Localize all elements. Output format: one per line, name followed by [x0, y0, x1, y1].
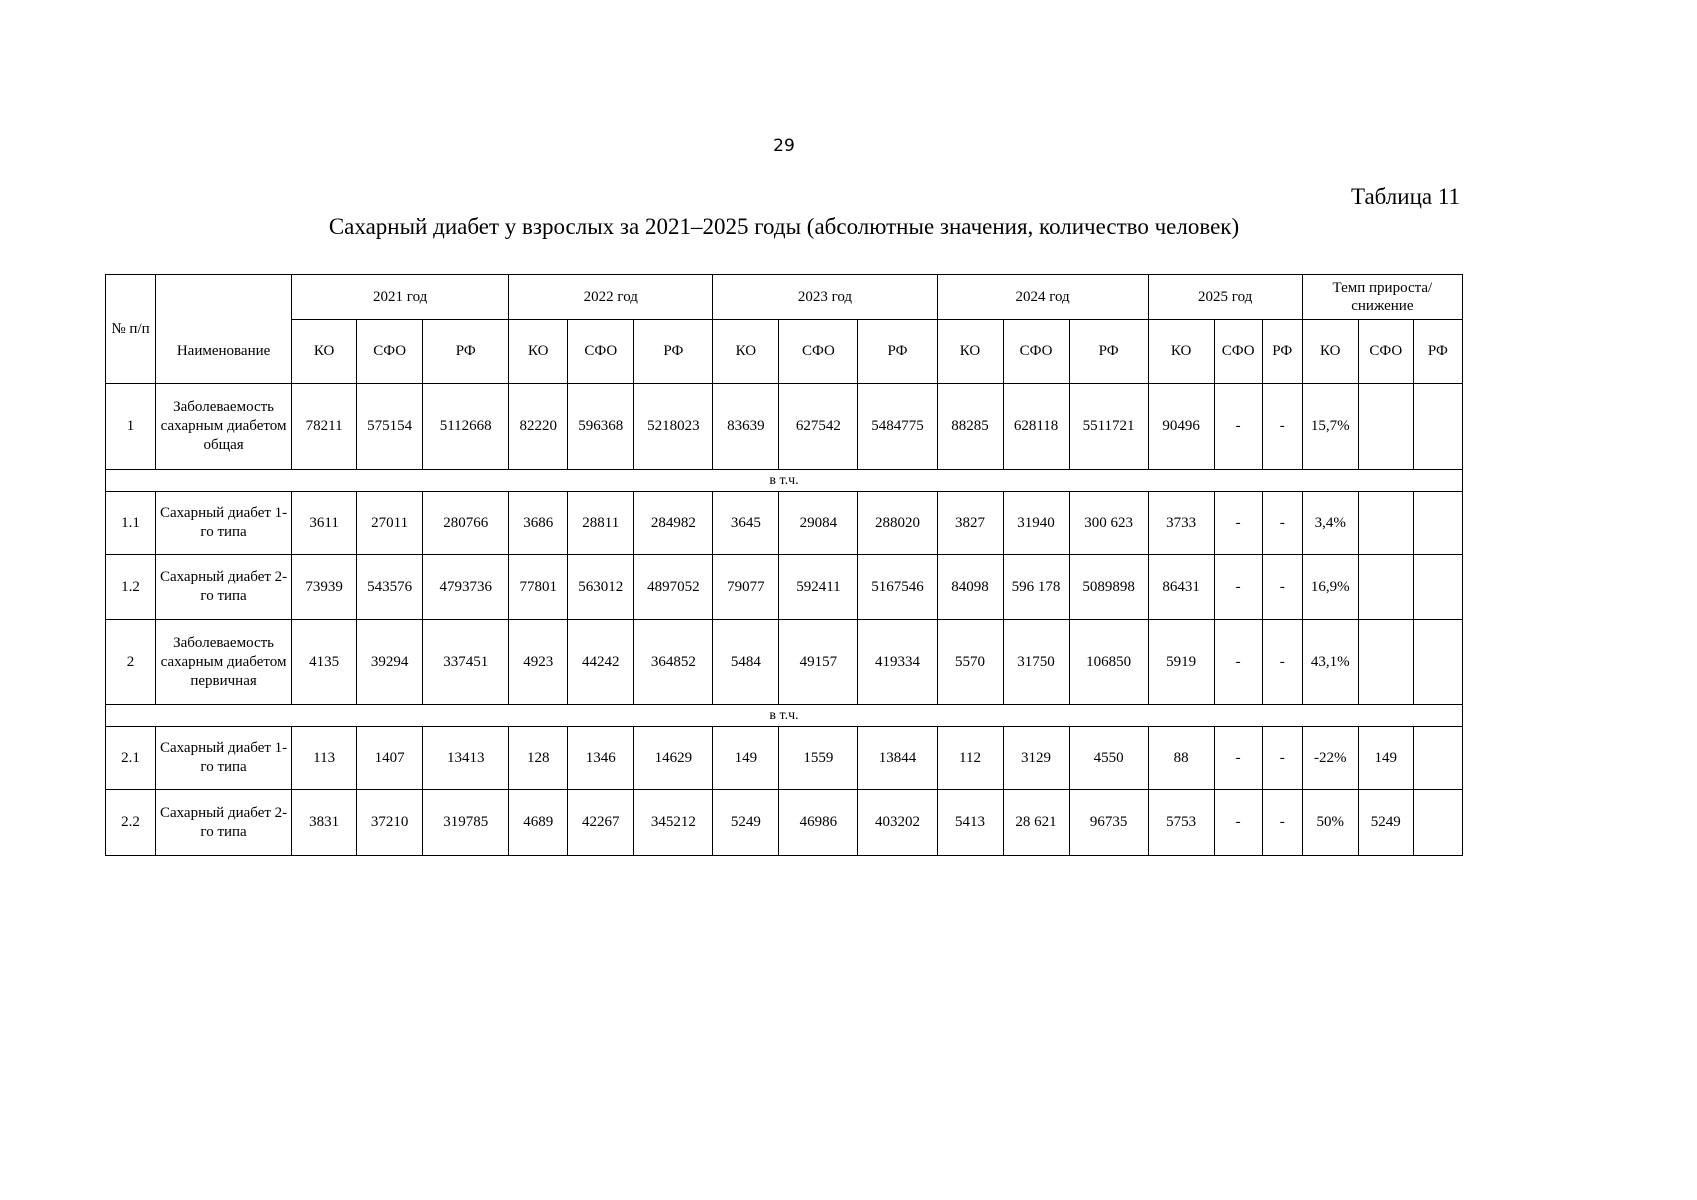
header-region-sfo: СФО — [1358, 320, 1413, 384]
row-name: Сахарный диабет 1-го типа — [156, 727, 292, 790]
data-cell: 337451 — [423, 620, 509, 705]
data-cell: 628118 — [1003, 384, 1069, 470]
data-cell: 4550 — [1069, 727, 1148, 790]
data-cell: 88285 — [937, 384, 1003, 470]
data-cell: 280766 — [423, 492, 509, 555]
data-cell: 288020 — [858, 492, 937, 555]
data-cell — [1413, 790, 1462, 856]
data-cell: 149 — [713, 727, 779, 790]
table-row — [106, 555, 1463, 620]
data-cell: 29084 — [779, 492, 858, 555]
data-cell: - — [1262, 492, 1302, 555]
row-number: 1 — [106, 384, 156, 470]
data-cell: 106850 — [1069, 620, 1148, 705]
data-cell: 4793736 — [423, 555, 509, 620]
data-cell: 5089898 — [1069, 555, 1148, 620]
data-cell: 3831 — [292, 790, 357, 856]
data-cell: 563012 — [568, 555, 634, 620]
data-cell: 82220 — [509, 384, 568, 470]
data-cell: 3645 — [713, 492, 779, 555]
data-cell — [1358, 555, 1413, 620]
data-cell: 592411 — [779, 555, 858, 620]
data-cell: - — [1262, 790, 1302, 856]
data-cell: 77801 — [509, 555, 568, 620]
table-row — [106, 384, 1463, 470]
data-cell: 113 — [292, 727, 357, 790]
data-cell: 345212 — [634, 790, 713, 856]
data-cell: 44242 — [568, 620, 634, 705]
data-cell: 14629 — [634, 727, 713, 790]
header-year-2021: 2021 год — [292, 275, 509, 320]
data-cell: 27011 — [357, 492, 423, 555]
data-cell — [1358, 620, 1413, 705]
data-cell: 78211 — [292, 384, 357, 470]
header-region-sfo: СФО — [779, 320, 858, 384]
header-region-rf: РФ — [1069, 320, 1148, 384]
table-row — [106, 620, 1463, 705]
data-cell: 4897052 — [634, 555, 713, 620]
data-cell: 149 — [1358, 727, 1413, 790]
row-name: Заболеваемость сахарным диабетом первичная — [156, 620, 292, 705]
data-cell: 79077 — [713, 555, 779, 620]
header-region-ko: КО — [713, 320, 779, 384]
header-year-2024: 2024 год — [937, 275, 1148, 320]
data-cell: 300 623 — [1069, 492, 1148, 555]
row-number: 2.1 — [106, 727, 156, 790]
row-number: 2 — [106, 620, 156, 705]
data-cell: 1346 — [568, 727, 634, 790]
header-region-rf: РФ — [423, 320, 509, 384]
data-cell: 596 178 — [1003, 555, 1069, 620]
header-region-rf: РФ — [858, 320, 937, 384]
data-cell: 4689 — [509, 790, 568, 856]
data-cell: 13413 — [423, 727, 509, 790]
data-cell: 627542 — [779, 384, 858, 470]
data-cell — [1358, 384, 1413, 470]
header-row-years — [106, 275, 1463, 320]
header-region-ko: КО — [292, 320, 357, 384]
data-cell: 5570 — [937, 620, 1003, 705]
data-cell: 28 621 — [1003, 790, 1069, 856]
header-region-ko: КО — [509, 320, 568, 384]
data-cell: 5413 — [937, 790, 1003, 856]
header-region-rf: РФ — [1413, 320, 1462, 384]
data-cell: 3733 — [1148, 492, 1214, 555]
data-cell: 90496 — [1148, 384, 1214, 470]
subheader-row — [106, 470, 1463, 492]
data-cell: 112 — [937, 727, 1003, 790]
header-growth: Темп прироста/ снижение — [1302, 275, 1462, 320]
table-label: Таблица 11 — [1350, 184, 1460, 209]
data-cell: - — [1214, 555, 1262, 620]
data-cell: 43,1% — [1302, 620, 1358, 705]
row-number: 1.2 — [106, 555, 156, 620]
data-cell: 5511721 — [1069, 384, 1148, 470]
row-name: Заболеваемость сахарным диабетом общая — [156, 384, 292, 470]
data-cell: 3686 — [509, 492, 568, 555]
row-name: Сахарный диабет 2-го типа — [156, 790, 292, 856]
data-cell: 31940 — [1003, 492, 1069, 555]
data-cell: 86431 — [1148, 555, 1214, 620]
subheader-including: в т.ч. — [106, 705, 1463, 727]
header-region-rf: РФ — [1262, 320, 1302, 384]
data-cell: 5484 — [713, 620, 779, 705]
header-num: № п/п — [106, 275, 156, 384]
header-region-sfo: СФО — [357, 320, 423, 384]
data-cell: 88 — [1148, 727, 1214, 790]
data-cell: 319785 — [423, 790, 509, 856]
data-cell: 5218023 — [634, 384, 713, 470]
data-cell: -22% — [1302, 727, 1358, 790]
row-name: Сахарный диабет 2-го типа — [156, 555, 292, 620]
data-cell: - — [1262, 620, 1302, 705]
table-body — [106, 275, 1463, 856]
header-row-regions — [106, 320, 1463, 384]
header-name: Наименование — [156, 275, 292, 384]
data-cell: 3827 — [937, 492, 1003, 555]
data-cell: 4135 — [292, 620, 357, 705]
data-cell: 364852 — [634, 620, 713, 705]
data-cell — [1413, 555, 1462, 620]
data-cell: 128 — [509, 727, 568, 790]
data-cell: 13844 — [858, 727, 937, 790]
data-cell: 31750 — [1003, 620, 1069, 705]
data-cell: 543576 — [357, 555, 423, 620]
data-cell: - — [1214, 384, 1262, 470]
data-cell: 5249 — [713, 790, 779, 856]
row-number: 1.1 — [106, 492, 156, 555]
data-cell: 42267 — [568, 790, 634, 856]
subheader-row — [106, 705, 1463, 727]
header-region-sfo: СФО — [568, 320, 634, 384]
data-cell: 37210 — [357, 790, 423, 856]
data-cell: 3,4% — [1302, 492, 1358, 555]
data-cell: - — [1214, 790, 1262, 856]
data-cell: 5484775 — [858, 384, 937, 470]
row-number: 2.2 — [106, 790, 156, 856]
header-region-ko: КО — [937, 320, 1003, 384]
data-cell: 575154 — [357, 384, 423, 470]
subheader-including: в т.ч. — [106, 470, 1463, 492]
data-cell: 3611 — [292, 492, 357, 555]
data-cell: 49157 — [779, 620, 858, 705]
diabetes-table — [105, 274, 1463, 856]
data-cell: - — [1262, 727, 1302, 790]
data-cell — [1413, 727, 1462, 790]
data-cell — [1358, 492, 1413, 555]
table-row — [106, 492, 1463, 555]
data-cell: - — [1214, 620, 1262, 705]
data-cell: 46986 — [779, 790, 858, 856]
header-region-ko: КО — [1302, 320, 1358, 384]
data-cell: 83639 — [713, 384, 779, 470]
data-cell: 284982 — [634, 492, 713, 555]
data-cell: 5753 — [1148, 790, 1214, 856]
table-row — [106, 727, 1463, 790]
header-region-sfo: СФО — [1003, 320, 1069, 384]
data-cell: 15,7% — [1302, 384, 1358, 470]
data-cell: 5112668 — [423, 384, 509, 470]
data-cell: 73939 — [292, 555, 357, 620]
data-cell: 4923 — [509, 620, 568, 705]
data-cell: 50% — [1302, 790, 1358, 856]
data-cell: 419334 — [858, 620, 937, 705]
data-cell: 84098 — [937, 555, 1003, 620]
data-cell: - — [1262, 384, 1302, 470]
data-cell: 5919 — [1148, 620, 1214, 705]
data-cell: - — [1214, 727, 1262, 790]
page-number: 29 — [773, 136, 795, 156]
data-cell: 28811 — [568, 492, 634, 555]
data-cell: 5249 — [1358, 790, 1413, 856]
row-name: Сахарный диабет 1-го типа — [156, 492, 292, 555]
table-row — [106, 790, 1463, 856]
header-year-2023: 2023 год — [713, 275, 937, 320]
data-cell — [1413, 384, 1462, 470]
header-region-rf: РФ — [634, 320, 713, 384]
data-cell: 39294 — [357, 620, 423, 705]
data-cell: 16,9% — [1302, 555, 1358, 620]
data-cell: 1559 — [779, 727, 858, 790]
data-cell: 96735 — [1069, 790, 1148, 856]
document-title: Сахарный диабет у взрослых за 2021–2025 годы (абсолютные значения, количество человек) — [328, 214, 1240, 239]
data-cell — [1413, 492, 1462, 555]
data-cell: 1407 — [357, 727, 423, 790]
header-year-2022: 2022 год — [509, 275, 713, 320]
data-cell — [1413, 620, 1462, 705]
data-cell: 3129 — [1003, 727, 1069, 790]
data-cell: - — [1262, 555, 1302, 620]
data-cell: 596368 — [568, 384, 634, 470]
data-cell: - — [1214, 492, 1262, 555]
header-region-ko: КО — [1148, 320, 1214, 384]
header-year-2025: 2025 год — [1148, 275, 1302, 320]
data-cell: 403202 — [858, 790, 937, 856]
data-cell: 5167546 — [858, 555, 937, 620]
header-region-sfo: СФО — [1214, 320, 1262, 384]
